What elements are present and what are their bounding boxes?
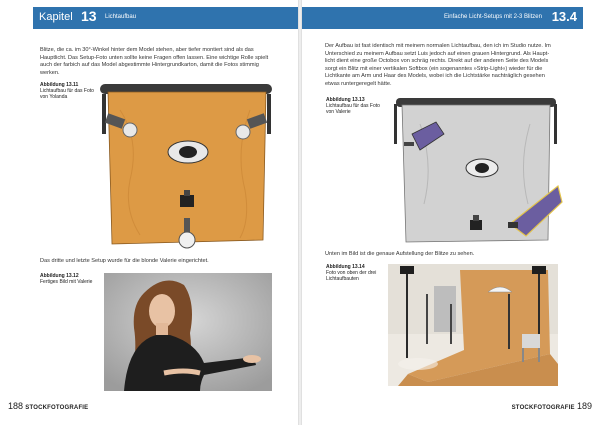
model-top-view-icon — [466, 159, 498, 177]
studio-photo-drawing — [388, 264, 558, 386]
page-footer-right — [512, 401, 592, 411]
page-number: 189 — [576, 401, 592, 411]
body-paragraph: Blitze, die ca. im 30°-Winkel hinter dem Model stehen, aber tiefer montiert sind als das Hauptlicht. Das Setup-Foto unten sollte keine Fragen offen lassen. Eine wichtige Rolle spielt auch der farbich auf das Model abgestimmte Hintergrundkarton, damit die Fotos stimmig werken. — [40, 47, 269, 76]
chapter-header — [33, 7, 298, 29]
kapitel-word: Kapitel — [39, 11, 73, 23]
figure-caption-13-13: Abbildung 13.13 Lichtaufbau für das Foto von Valerie — [326, 97, 380, 116]
right-page — [302, 0, 600, 425]
chapter-title: Lichtaufbau — [105, 14, 137, 20]
studio-overview-photo — [388, 264, 558, 386]
footer-label: STOCKFOTOGRAFIE — [25, 405, 89, 411]
figure-caption-13-11: Abbildung 13.11 Lichtaufbau für das Foto von Yolanda — [40, 82, 94, 101]
figure-caption-13-14: Abbildung 13.14 Foto von oben der drei Lichtaufbauten — [326, 264, 377, 283]
section-number: 13.4 — [551, 9, 577, 24]
body-paragraph: Der Aufbau ist fast identisch mit meinem normalen Lichtaufbau, den ich im Studio nutze. Im Unterschied zu meinem Aufbau setzt Luis jedoch auf einen grauen Hintergrund. Als Haupt- licht dient eine große Octobox von schräg rechts. Direkt auf der anderen Seite des Models sorgt ein Blitz mit einer vertikalen Softbox (ein sogenanntes »Strip-Light«) wieder für die Lichtkante am Arm und Haar des Models, wobei ich die Lichtstärke nachträglich gesehen etwas runtergeregelt hätte. — [325, 43, 551, 87]
body-paragraph-2: Unten im Bild ist die genaue Aufstellung der Blitze zu sehen. — [325, 251, 475, 257]
body-paragraph-2: Das dritte und letzte Setup wurde für die blonde Valerie eingerichtet. — [40, 258, 209, 264]
lighting-setup-illustration-yolanda — [100, 80, 275, 255]
section-header — [302, 7, 583, 29]
figure-caption-13-12: Abbildung 13.12 Fertiges Bild mit Valerie — [40, 273, 93, 286]
page-footer-left — [8, 401, 88, 411]
footer-label: STOCKFOTOGRAFIE — [511, 405, 575, 411]
model-top-view-icon — [168, 141, 208, 163]
page-number: 188 — [8, 401, 24, 411]
model-photo-drawing — [104, 273, 272, 391]
left-page — [0, 0, 298, 425]
model-photo-valerie — [104, 273, 272, 391]
section-title: Einfache Licht-Setups mit 2-3 Blitzen — [443, 14, 542, 20]
lighting-setup-illustration-valerie — [390, 94, 565, 244]
kapitel-number: 13 — [81, 8, 97, 24]
